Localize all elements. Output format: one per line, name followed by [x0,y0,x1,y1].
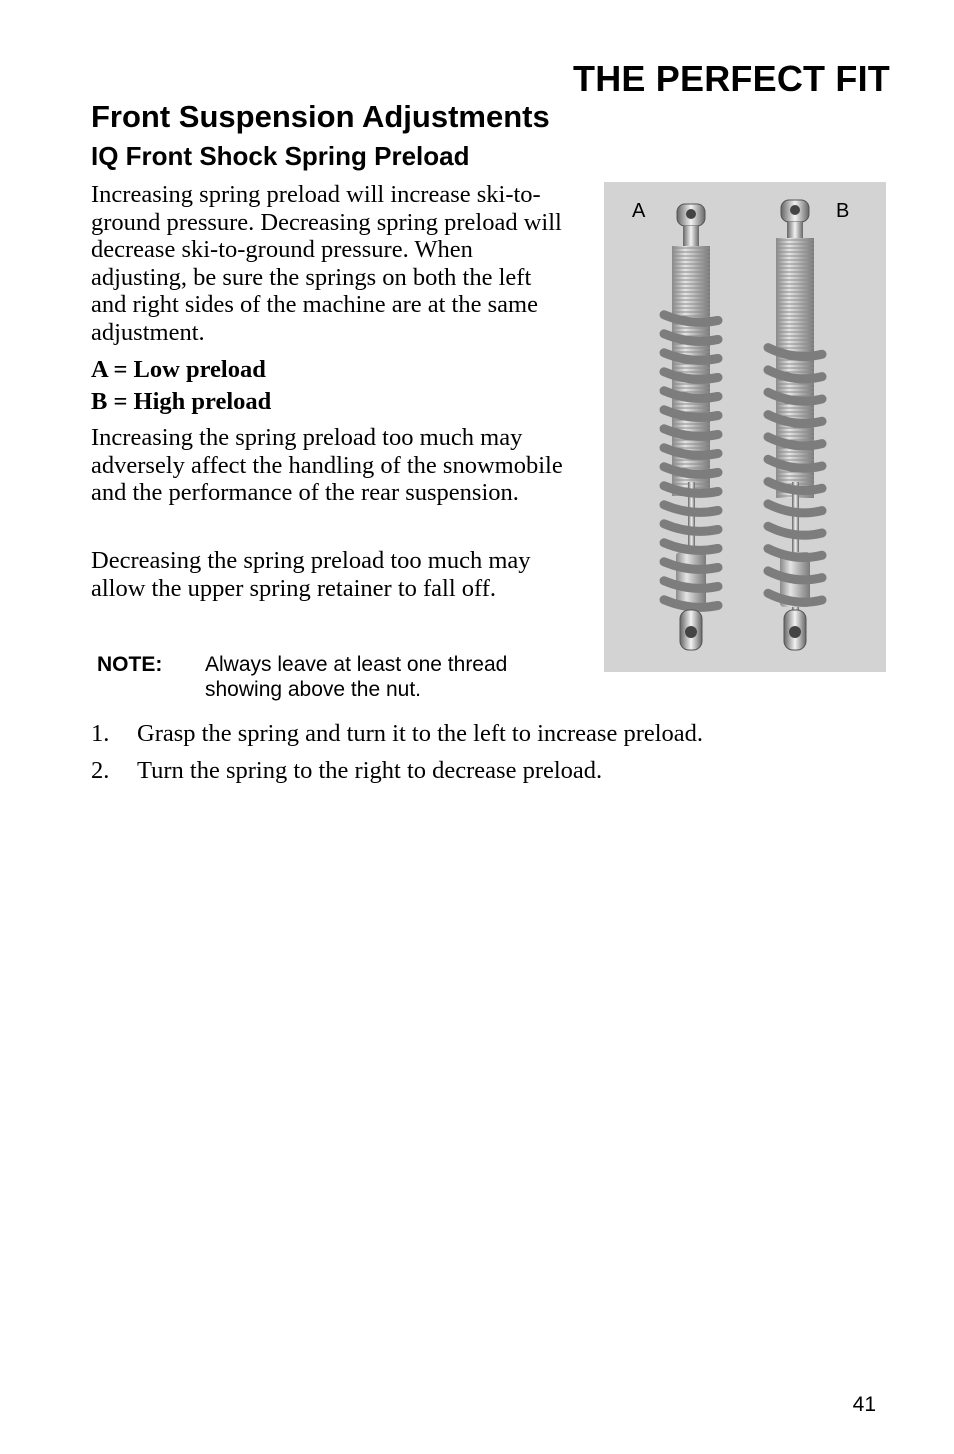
shock-absorber-photo [604,182,886,672]
step-item [91,757,602,785]
warning-increase-paragraph: Increasing the spring preload too much may adversely affect the handling of the snowmobile and the performance of the rear suspension. [91,424,563,506]
figure-label-b: B [836,200,850,222]
step-number: 2. [91,757,110,784]
step-text: Grasp the spring and turn it to the left to increase preload. [137,720,704,747]
step-text: Turn the spring to the right to decrease preload. [137,757,603,784]
figure-label-a: A [632,200,646,222]
shock-b [768,200,822,650]
note-text: Always leave at least one thread showing above the nut. [205,653,508,701]
step-number: 1. [91,720,110,747]
section-title: Front Suspension Adjustments [91,99,550,134]
page-number: 41 [852,1393,876,1416]
shock-a [664,204,718,650]
note-label: NOTE: [97,653,163,676]
subsection-title: IQ Front Shock Spring Preload [91,141,470,171]
chapter-title: THE PERFECT FIT [573,58,890,99]
step-item [91,720,703,748]
legend-b: B = High preload [91,388,272,415]
warning-decrease-paragraph: Decreasing the spring preload too much may allow the upper spring retainer to fall off. [91,547,531,602]
legend-a: A = Low preload [91,356,266,383]
shock-absorbers-illustration [604,182,886,672]
intro-paragraph: Increasing spring preload will increase ski-to-ground pressure. Decreasing spring preload will decrease ski-to-ground pressure. When adjusting, be sure the springs on both the left and right sides of the machine are at the same adjustment. [91,181,562,346]
